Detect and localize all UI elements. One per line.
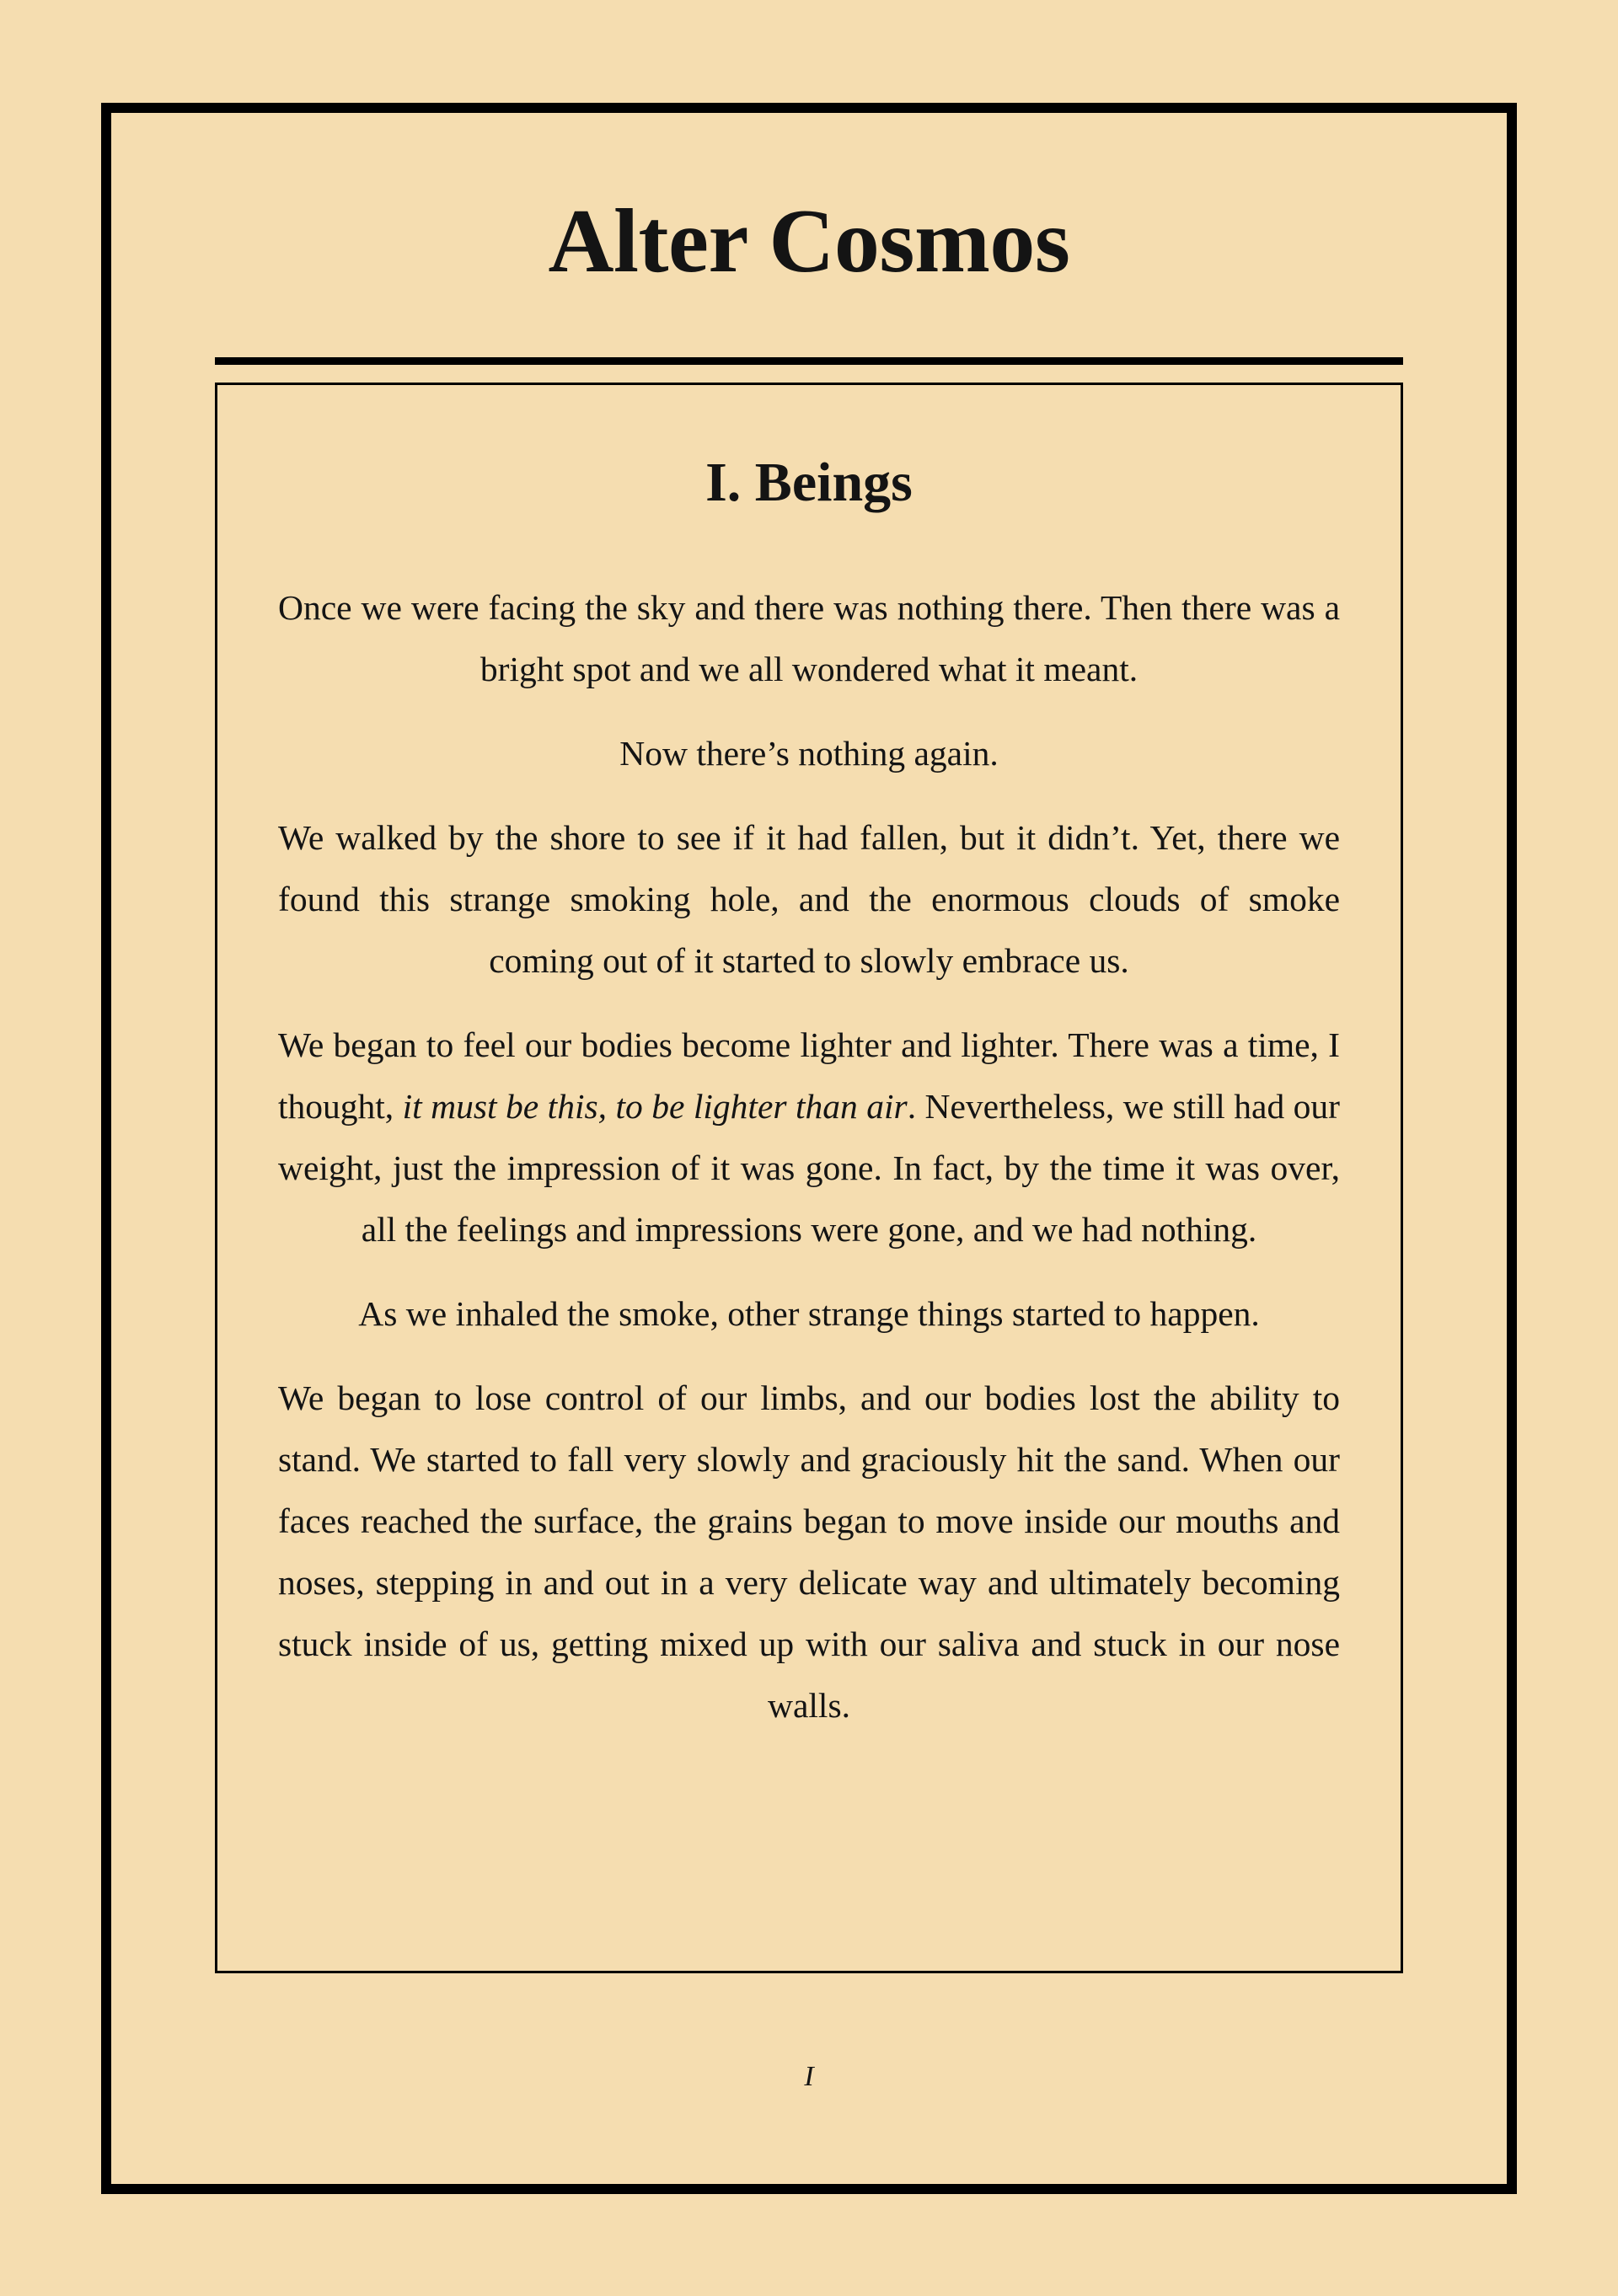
chapter-body [278, 577, 1340, 1759]
title-divider [215, 357, 1403, 365]
paragraph-6: We began to lose control of our limbs, and our bodies lost the ability to stand. We started to fall very slowly and graciously hit the sand. When our faces reached the surface, the grains began to move inside our mouths and noses, stepping in and out in a very delicate way and ultimately becoming stuck inside of us, getting mixed up with our saliva and stuck in our nose walls. [278, 1378, 1340, 1725]
paragraph-4 [278, 1014, 1340, 1260]
page-number: I [804, 2061, 814, 2092]
paragraph-4-text-start: We began to feel our bodies become lighter and lighter. There was a time, I thought, [278, 1025, 1340, 1126]
paragraph-5: As we inhaled the smoke, other strange things started to happen. [358, 1294, 1260, 1333]
paragraph-4-text-end: . Nevertheless, we still had our weight, just the impression of it was gone. In fact, by the time it was over, all the feelings and impressions were gone, and we had nothing. [278, 1087, 1340, 1249]
book-title: Alter Cosmos [548, 191, 1070, 292]
paragraph-2: Now there’s nothing again. [619, 734, 999, 773]
chapter-title: I. Beings [705, 452, 913, 513]
paragraph-4-italic-phrase: it must be this, to be lighter than air [402, 1087, 908, 1126]
paragraph-1: Once we were facing the sky and there was nothing there. Then there was a bright spot and we all wondered what it meant. [278, 588, 1340, 688]
paragraph-3: We walked by the shore to see if it had fallen, but it didn’t. Yet, there we found this strange smoking hole, and the enormous clouds of smoke coming out of it started to slowly embrace us. [278, 818, 1340, 980]
